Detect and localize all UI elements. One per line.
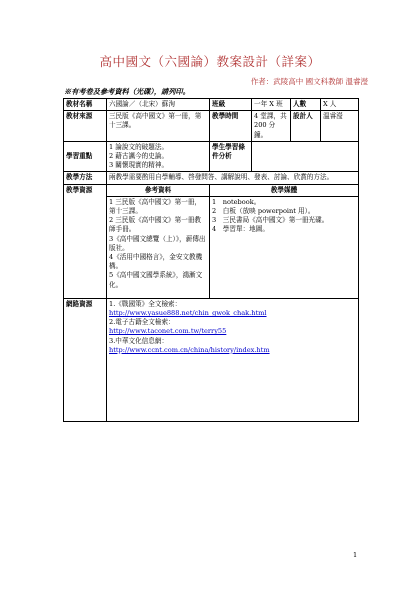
table-row: [64, 298, 359, 421]
focus-item: 1 論說文的破題法。: [109, 142, 169, 151]
net-list: [107, 298, 359, 421]
subject-label: 教材名稱: [64, 99, 107, 111]
table-row: [64, 196, 359, 298]
notice-line: ※有考卷及參考資料（光碟），請列印。: [64, 87, 190, 96]
ref-list: [107, 196, 210, 298]
focus-item: 3 關懷現實的精神。: [109, 161, 169, 170]
media-item: 3 三民書局《高中國文》第一冊光碟。: [212, 216, 329, 225]
net-link[interactable]: http://www.yasue888.net/chin_gwok_chak.html: [109, 309, 267, 318]
designer-value: 溫睿瀅: [321, 111, 359, 142]
time-label: 教學時間: [210, 111, 252, 142]
table-row: [64, 172, 359, 184]
net-item-label: 3.中華文化信息網：: [109, 336, 169, 345]
source-label: 教材來源: [64, 111, 107, 142]
net-item-label: 2.電子古籍全文檢索：: [109, 318, 175, 327]
net-link[interactable]: http://www.ccnt.com.cn/china/history/index.htm: [109, 345, 270, 354]
focus-list: [107, 141, 210, 172]
count-value: X 人: [321, 99, 359, 111]
resource-label: 教學資源: [64, 184, 107, 298]
page-number: 1: [353, 551, 358, 559]
ref-header: 參考資料: [107, 184, 210, 196]
table-row: [64, 184, 359, 196]
media-item: 1 notebook。: [212, 197, 261, 206]
analysis-label: 學生學習條件分析: [210, 141, 252, 172]
table-row: [64, 99, 359, 111]
focus-item: 2 藉古諷今的史論。: [109, 152, 169, 161]
method-value: 兩教學需要酌用自學輔導、啓發問答、講解說明、發表、討論、欣賞的方法。: [107, 172, 359, 184]
ref-item: 3《高中國文總覽（上）》，薪傳出版社。: [109, 234, 206, 252]
lesson-plan-table: [63, 98, 359, 422]
count-label: 人數: [291, 99, 321, 111]
media-item: 2 白板（放映 powerpoint 用）。: [212, 207, 315, 216]
media-list: [210, 196, 359, 298]
net-item-label: 1.《戰國策》全文檢索：: [109, 299, 182, 308]
ref-item: 4《活用中國格言》，金安文教機構。: [109, 253, 203, 271]
table-row: [64, 111, 359, 142]
author-line: 作者：武陵高中 國文科教師 溫睿瀅: [250, 77, 368, 86]
class-value: 一年 X 班: [252, 99, 291, 111]
table-row: [64, 141, 359, 172]
ref-item: 5《高中國文國學系統》，鴻漸文化。: [109, 271, 203, 289]
media-item: 4 學習單：地圖。: [212, 225, 269, 234]
time-value: 4 堂課，共 200 分鐘。: [252, 111, 291, 142]
net-link[interactable]: http://www.taconet.com.tw/terry55: [109, 327, 227, 336]
source-value: 三民版《高中國文》第一冊，第十三課。: [107, 111, 210, 142]
net-label: 網路資源: [64, 298, 107, 421]
designer-label: 設計人: [291, 111, 321, 142]
ref-item: 2 三民版《高中國文》第一冊教師手冊。: [109, 216, 202, 234]
analysis-value: [252, 141, 359, 172]
ref-item: 1 三民版《高中國文》第一冊，第十三課。: [109, 197, 202, 216]
focus-label: 學習重點: [64, 141, 107, 172]
class-label: 班級: [210, 99, 252, 111]
method-label: 教學方法: [64, 172, 107, 184]
page-title: 高中國文（六國論）教案設計（詳案）: [99, 54, 321, 69]
subject-value: 六國論／（北宋）蘇洵: [107, 99, 210, 111]
media-header: 教學媒體: [210, 184, 359, 196]
